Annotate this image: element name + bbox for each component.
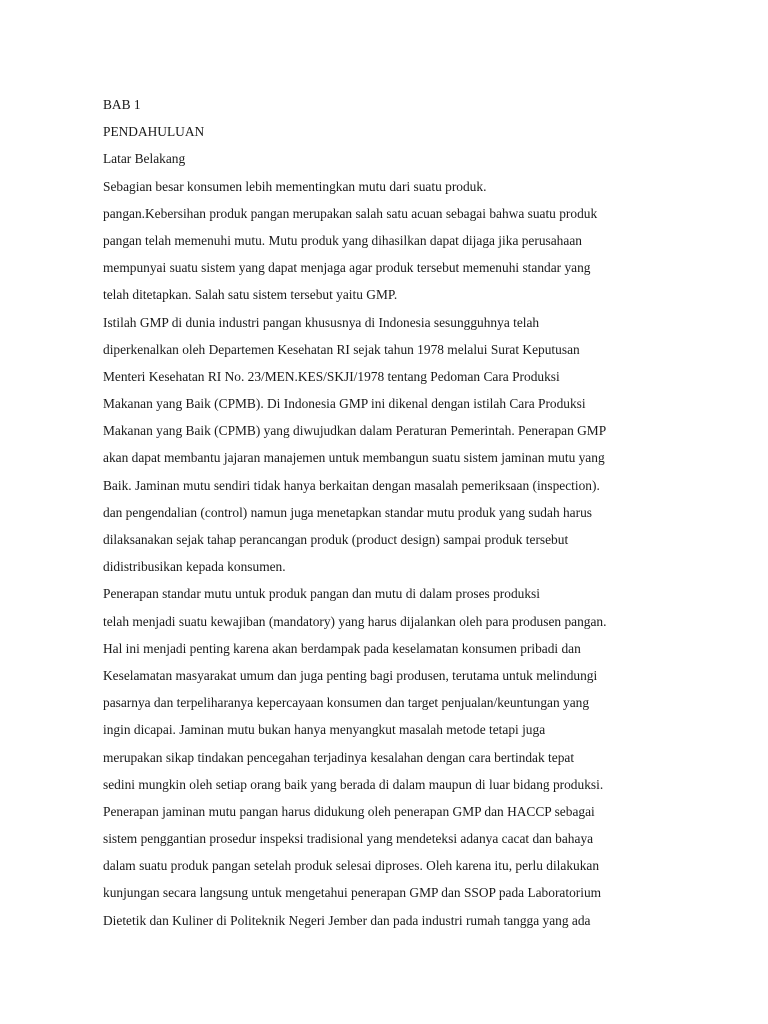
body-line: dilaksanakan sejak tahap perancangan produk (product design) sampai produk tersebut — [103, 532, 569, 547]
body-line: dan pengendalian (control) namun juga menetapkan standar mutu produk yang sudah harus — [103, 504, 592, 520]
body-line: Menteri Kesehatan RI No. 23/MEN.KES/SKJI/1978 tentang Pedoman Cara Produksi — [103, 368, 560, 384]
body-line: diperkenalkan oleh Departemen Kesehatan RI sejak tahun 1978 melalui Surat Keputusan — [103, 341, 580, 357]
section-heading: Latar Belakang — [103, 151, 186, 167]
body-line: Makanan yang Baik (CPMB). Di Indonesia GMP ini dikenal dengan istilah Cara Produksi — [103, 396, 586, 412]
body-line: pangan telah memenuhi mutu. Mutu produk yang dihasilkan dapat dijaga jika perusahaan — [103, 232, 582, 248]
body-line: sistem penggantian prosedur inspeksi tradisional yang mendeteksi adanya cacat dan bahaya — [103, 831, 594, 847]
body-line: pangan.Kebersihan produk pangan merupakan salah satu acuan sebagai bahwa suatu produk — [103, 205, 598, 221]
body-line: dalam suatu produk pangan setelah produk selesai diproses. Oleh karena itu, perlu dilakukan — [103, 858, 600, 874]
body-line: Hal ini menjadi penting karena akan berdampak pada keselamatan konsumen pribadi dan — [103, 640, 581, 656]
body-line: telah ditetapkan. Salah satu sistem tersebut yaitu GMP. — [103, 287, 398, 303]
body-line: Dietetik dan Kuliner di Politeknik Negeri Jember dan pada industri rumah tangga yang ada — [103, 912, 591, 928]
body-line: Keselamatan masyarakat umum dan juga penting bagi produsen, terutama untuk melindungi — [103, 667, 598, 683]
body-line: Sebagian besar konsumen lebih mementingkan mutu dari suatu produk. — [103, 178, 487, 194]
body-line: telah menjadi suatu kewajiban (mandatory) yang harus dijalankan oleh para produsen pangan. — [103, 613, 607, 629]
body-line: sedini mungkin oleh setiap orang baik yang berada di dalam maupun di luar bidang produksi. — [103, 776, 604, 792]
body-line: Makanan yang Baik (CPMB) yang diwujudkan dalam Peraturan Pemerintah. Penerapan GMP — [103, 423, 607, 439]
body-line: merupakan sikap tindakan pencegahan terjadinya kesalahan dengan cara bertindak tepat — [103, 749, 575, 765]
body-line: Penerapan jaminan mutu pangan harus didukung oleh penerapan GMP dan HACCP sebagai — [103, 803, 595, 819]
body-line: kunjungan secara langsung untuk mengetahui penerapan GMP dan SSOP pada Laboratorium — [103, 885, 602, 901]
chapter-title: PENDAHULUAN — [103, 124, 205, 140]
body-line: Penerapan standar mutu untuk produk pangan dan mutu di dalam proses produksi — [103, 586, 540, 602]
body-line: didistribusikan kepada konsumen. — [103, 559, 286, 575]
body-line: ingin dicapai. Jaminan mutu bukan hanya menyangkut masalah metode tetapi juga — [103, 722, 546, 738]
document-body — [103, 91, 743, 934]
chapter-number: BAB 1 — [103, 97, 141, 112]
body-line: pasarnya dan terpeliharanya kepercayaan konsumen dan target penjualan/keuntungan yang — [103, 695, 590, 711]
body-line: Istilah GMP di dunia industri pangan khususnya di Indonesia sesungguhnya telah — [103, 314, 540, 330]
body-line: Baik. Jaminan mutu sendiri tidak hanya berkaitan dengan masalah pemeriksaan (inspection). — [103, 477, 600, 493]
body-line: mempunyai suatu sistem yang dapat menjaga agar produk tersebut memenuhi standar yang — [103, 260, 591, 276]
body-line: akan dapat membantu jajaran manajemen untuk membangun suatu sistem jaminan mutu yang — [103, 450, 605, 466]
